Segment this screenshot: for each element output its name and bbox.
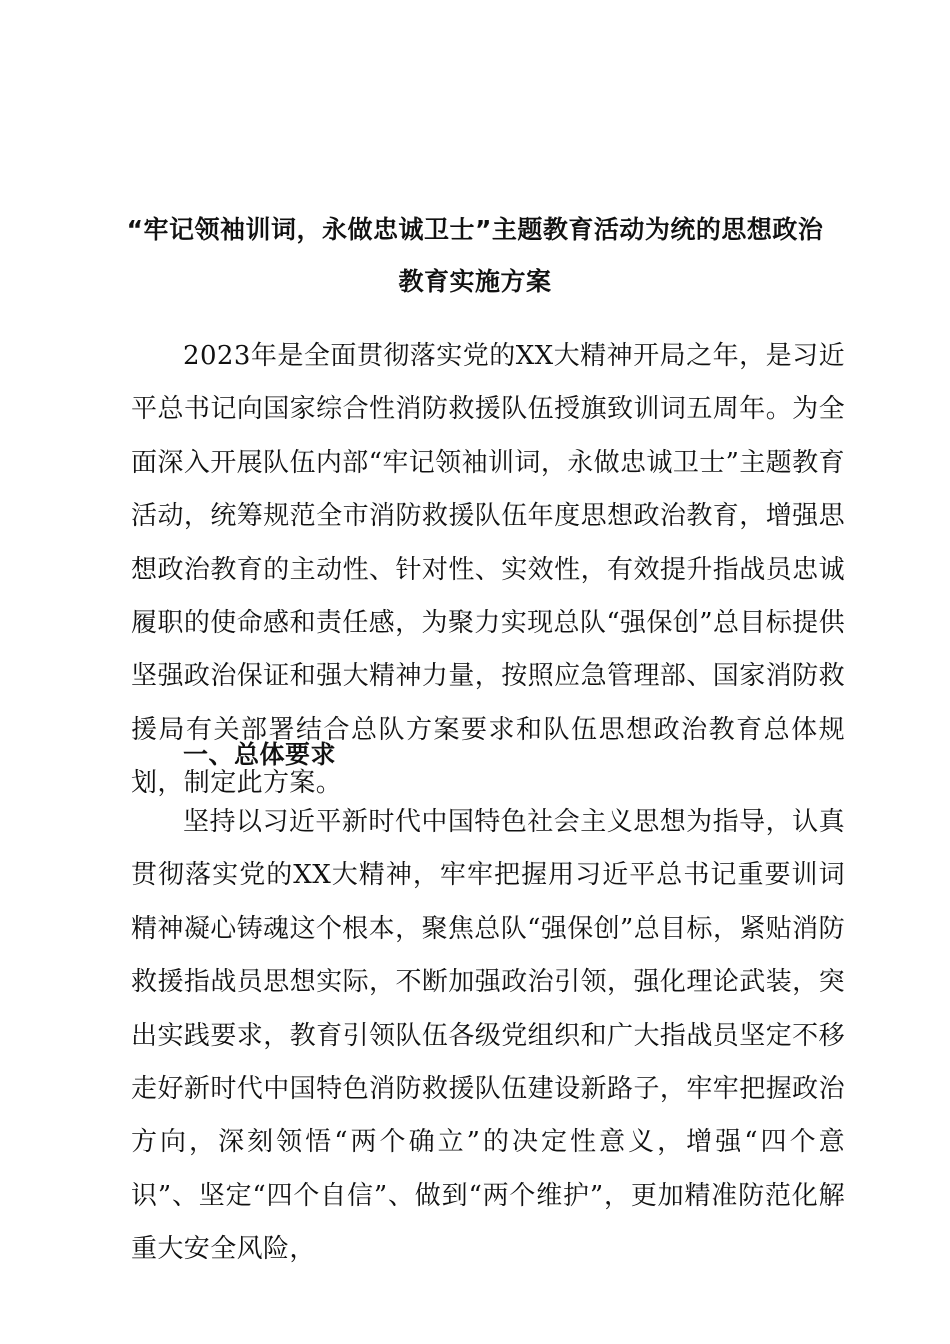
document-title-line2: 教育实施方案 — [398, 267, 552, 296]
document-title-line1: “牢记领袖训词，永做忠诚卫士”主题教育活动为统的思想政治 — [126, 215, 824, 244]
intro-paragraph: 2023年是全面贯彻落实党的XX大精神开局之年，是习近平总书记向国家综合性消防救援队伍授旗致训词五周年。为全面深入开展队伍内部“牢记领袖训词，永做忠诚卫士”主题教育活动，统筹规范全市消防救援队伍年度思想政治教育，增强思想政治教育的主动性、针对性、实效性，有效提升指战员忠诚履职的使命感和责任感，为聚力实现总队“强保创”总目标提供坚强政治保证和强大精神力量，按照应急管理部、国家消防救援局有关部署结合总队方案要求和队伍思想政治教育总体规划，制定此方案。 — [131, 341, 845, 799]
section-heading-overall-requirements: 一、总体要求 — [183, 740, 337, 769]
overall-requirements-paragraph: 坚持以习近平新时代中国特色社会主义思想为指导，认真贯彻落实党的XX大精神，牢牢把握用习近平总书记重要训词精神凝心铸魂这个根本，聚焦总队“强保创”总目标，紧贴消防救援指战员思想实际，不断加强政治引领，强化理论武装，突出实践要求，教育引领队伍各级党组织和广大指战员坚定不移走好新时代中国特色消防救援队伍建设新路子，牢牢把握政治方向，深刻领悟“两个确立”的决定性意义，增强“四个意识”、坚定“四个自信”、做到“两个维护”，更加精准防范化解重大安全风险， — [131, 807, 845, 1265]
